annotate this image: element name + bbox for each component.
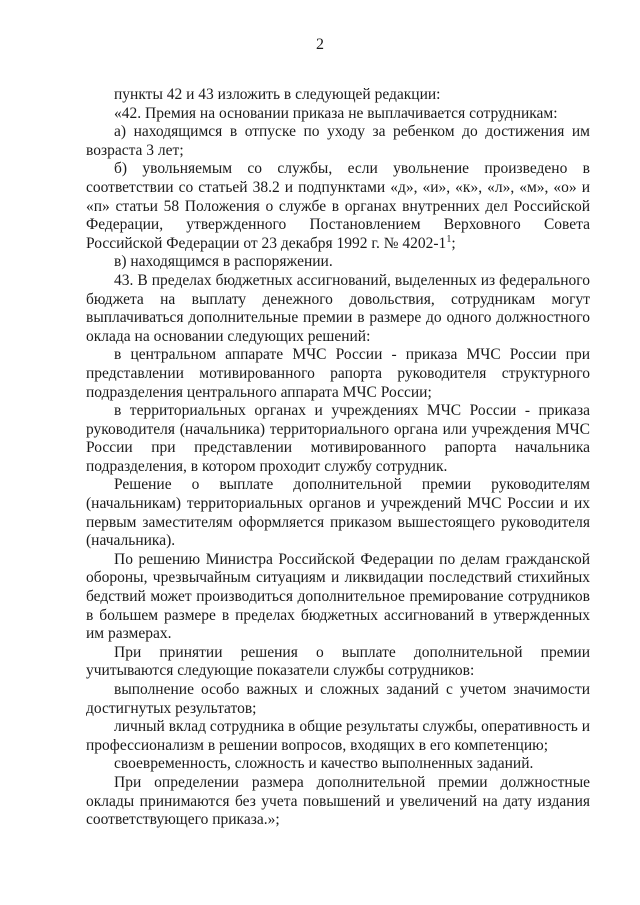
page-number: 2 xyxy=(316,36,324,53)
item-43-heads-decision: Решение о выплате дополнительной премии руководителям (начальникам) территориальных органов и учреждений МЧС России и их первым заместителям оформляется приказом вышестоящего руководителя (начальника). xyxy=(86,476,590,550)
item-43-criterion-3: своевременность, сложность и качество выполненных заданий. xyxy=(114,755,534,773)
item-42-b xyxy=(86,160,590,253)
item-43-criterion-1: выполнение особо важных и сложных заданий с учетом значимости достигнутых результатов; xyxy=(86,681,590,717)
intro-paragraph: пункты 42 и 43 изложить в следующей редакции: xyxy=(114,86,441,103)
item-42-b-end: ; xyxy=(451,234,456,252)
item-42-a: а) находящимся в отпуске по уходу за ребенком до достижения им возраста 3 лет; xyxy=(86,123,590,159)
item-43-minister-decision: По решению Министра Российской Федерации по делам гражданской обороны, чрезвычайным ситуациям и ликвидации последствий стихийных бедствий может производиться дополнительное премирование сотрудников в большем размере в пределах бюджетных ассигнований в утвержденных им размерах. xyxy=(86,550,590,643)
item-42-v: в) находящимся в распоряжении. xyxy=(114,253,333,271)
item-43-criterion-2: личный вклад сотрудника в общие результаты службы, оперативность и профессионализм в решении вопросов, входящих в его компетенцию; xyxy=(86,718,590,754)
item-43-central: в центральном аппарате МЧС России - приказа МЧС России при представлении мотивированного рапорта руководителя структурного подразделения центрального аппарата МЧС России; xyxy=(86,346,590,401)
item-43-closing: При определении размера дополнительной премии должностные оклады принимаются без учета повышений и увеличений на дату издания соответствующего приказа.»; xyxy=(86,773,590,829)
item-42-heading: «42. Премия на основании приказа не выплачивается сотрудникам: xyxy=(114,104,558,122)
item-43-criteria-intro: При принятии решения о выплате дополнительной премии учитываются следующие показатели службы сотрудников: xyxy=(86,643,590,680)
item-43-heading: 43. В пределах бюджетных ассигнований, выделенных из федерального бюджета на выплату денежного довольствия, сотрудникам могут выплачиваться дополнительные премии в размере до одного должностного оклада на основании следующих решений: xyxy=(86,271,590,345)
item-42-b-text: б) увольняемым со службы, если увольнение произведено в соответствии со статьей 38.2 и подпунктами «д», «и», «к», «л», «м», «о» и «п» статьи 58 Положения о службе в органах внутренних дел Российской Федерации, утвержденного Постановлением Верховного Совета Российской Федерации от 23 декабря 1992 г. № 4202-1 xyxy=(86,160,590,252)
item-43-territorial: в территориальных органах и учреждениях МЧС России - приказа руководителя (начальника) территориального органа или учреждения МЧС России при представлении мотивированного рапорта начальника подразделения, в котором проходит службу сотрудник. xyxy=(86,402,590,475)
document-body xyxy=(86,86,590,830)
footnote-marker: 1 xyxy=(446,233,452,245)
